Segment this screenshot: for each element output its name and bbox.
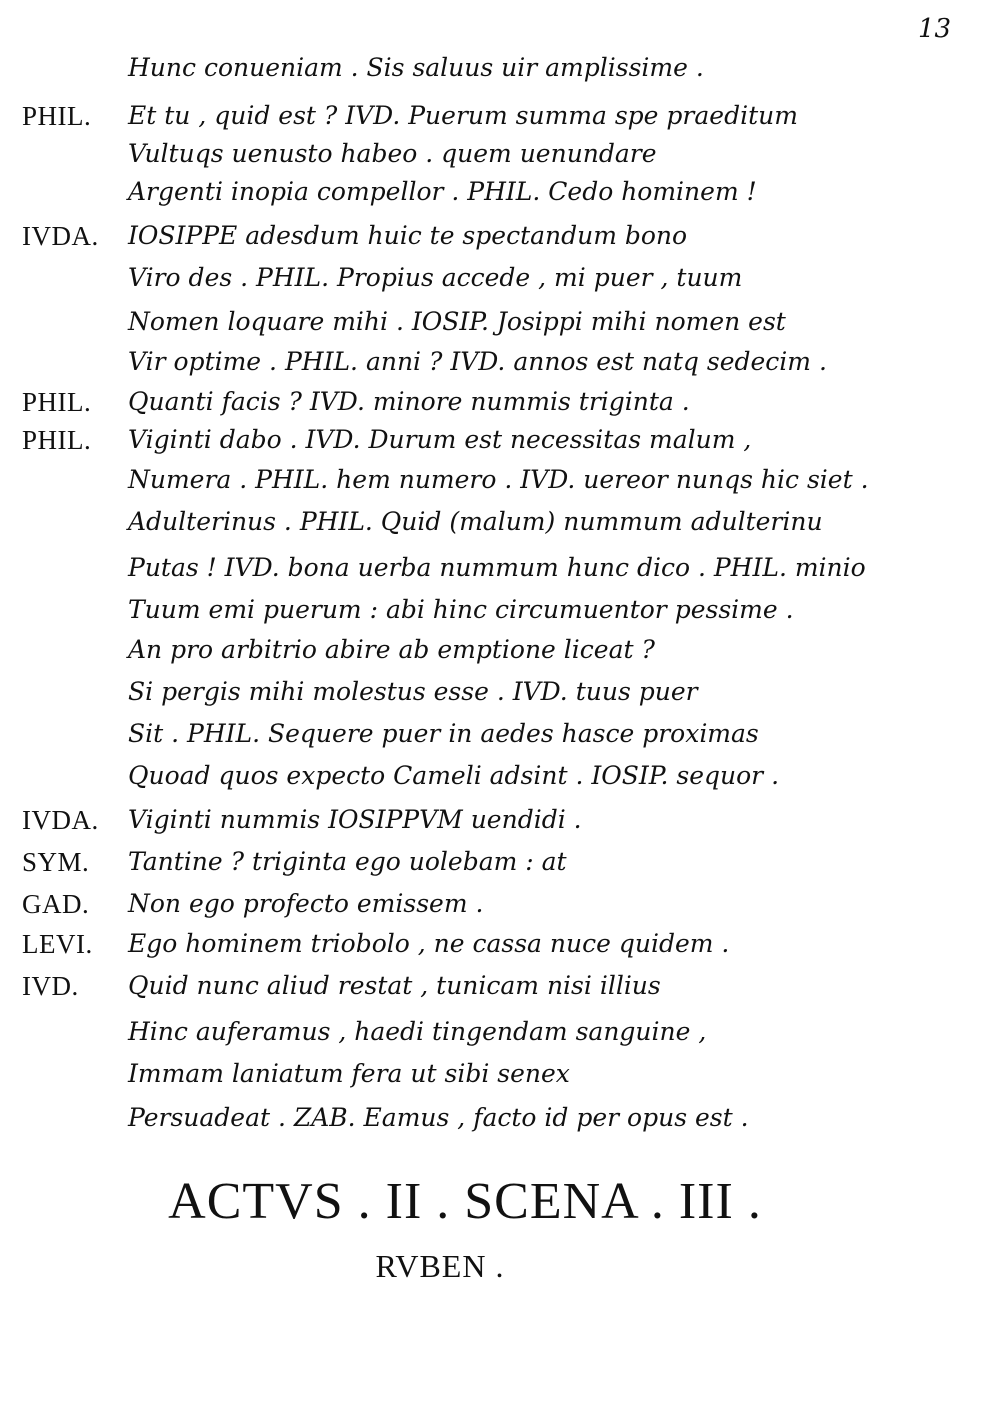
verse-line [0, 714, 1000, 754]
verse-text: Viro des . PHIL. Propius accede , mi puer , tuum [128, 263, 743, 292]
speaker-label: PHIL. [22, 101, 92, 131]
verse-line [0, 672, 1000, 712]
verse-line [0, 382, 1000, 422]
verse-text: Quid nunc aliud restat , tunicam nisi illius [128, 971, 661, 1000]
verse-line [0, 258, 1000, 298]
speaker-label: PHIL. [22, 387, 92, 417]
speaker-label: IVDA. [22, 221, 99, 251]
verse-line [0, 172, 1000, 212]
verse-line [0, 1054, 1000, 1094]
verse-line [0, 302, 1000, 342]
verse-line [0, 502, 1000, 542]
verse-line [0, 630, 1000, 670]
verse-text: Ego hominem triobolo , ne cassa nuce quidem . [128, 929, 730, 958]
verse-line [0, 420, 1000, 460]
act-scene-heading: ACTVS . II . SCENA . III . [168, 1173, 762, 1230]
verse-line [0, 1098, 1000, 1138]
speaker-label: IVDA. [22, 805, 99, 835]
verse-text: An pro arbitrio abire ab emptione liceat ? [128, 635, 655, 664]
speaker-label: GAD. [22, 889, 90, 919]
verse-line [0, 96, 1000, 136]
verse-text: Si pergis mihi molestus esse . IVD. tuus puer [128, 677, 698, 706]
verse-text: Persuadeat . ZAB. Eamus , facto id per opus est . [128, 1103, 749, 1132]
verse-line [0, 216, 1000, 256]
verse-text: Immam laniatum fera ut sibi senex [128, 1059, 570, 1088]
verse-line [0, 842, 1000, 882]
verse-text: Viginti nummis IOSIPPVM uendidi . [128, 805, 582, 834]
character-name: RVBEN . [375, 1248, 505, 1284]
speaker-label: IVD. [22, 971, 79, 1001]
verse-text: Sit . PHIL. Sequere puer in aedes hasce proximas [128, 719, 759, 748]
verse-line [0, 134, 1000, 174]
verse-line [0, 460, 1000, 500]
speaker-label: PHIL. [22, 425, 92, 455]
verse-text: Argenti inopia compellor . PHIL. Cedo hominem ! [128, 177, 757, 206]
verse-line [0, 756, 1000, 796]
verse-text: Vir optime . PHIL. anni ? IVD. annos est natq sedecim . [128, 347, 827, 376]
verse-text: Viginti dabo . IVD. Durum est necessitas malum , [128, 425, 752, 454]
verse-text: Vultuqs uenusto habeo . quem uenundare [128, 139, 657, 168]
verse-line [0, 590, 1000, 630]
verse-text: Nomen loquare mihi . IOSIP. Josippi mihi nomen est [128, 307, 786, 336]
verse-line [0, 48, 1000, 88]
verse-text: Hinc auferamus , haedi tingendam sanguine , [128, 1017, 707, 1046]
speaker-label: LEVI. [22, 929, 93, 959]
verse-text: Putas ! IVD. bona uerba nummum hunc dico . PHIL. minio [128, 553, 866, 582]
verse-line [0, 884, 1000, 924]
verse-text: Hunc conueniam . Sis saluus uir amplissime . [128, 53, 704, 82]
verse-text: Numera . PHIL. hem numero . IVD. uereor nunqs hic siet . [128, 465, 869, 494]
verse-text: Quoad quos expecto Cameli adsint . IOSIP. sequor . [128, 761, 780, 790]
speaker-label: SYM. [22, 847, 90, 877]
verse-text: Quanti facis ? IVD. minore nummis triginta . [128, 387, 690, 416]
verse-text: Adulterinus . PHIL. Quid (malum) nummum adulterinu [128, 507, 823, 536]
verse-line [0, 800, 1000, 840]
verse-line [0, 548, 1000, 588]
verse-line [0, 966, 1000, 1006]
verse-text: Non ego profecto emissem . [128, 889, 484, 918]
page-number: 13 [918, 14, 952, 44]
verse-line [0, 1012, 1000, 1052]
verse-text: Et tu , quid est ? IVD. Puerum summa spe praeditum [128, 101, 798, 130]
verse-line [0, 924, 1000, 964]
verse-line [0, 342, 1000, 382]
verse-text: IOSIPPE adesdum huic te spectandum bono [128, 221, 688, 250]
verse-text: Tantine ? triginta ego uolebam : at [128, 847, 567, 876]
verse-text: Tuum emi puerum : abi hinc circumuentor pessime . [128, 595, 794, 624]
